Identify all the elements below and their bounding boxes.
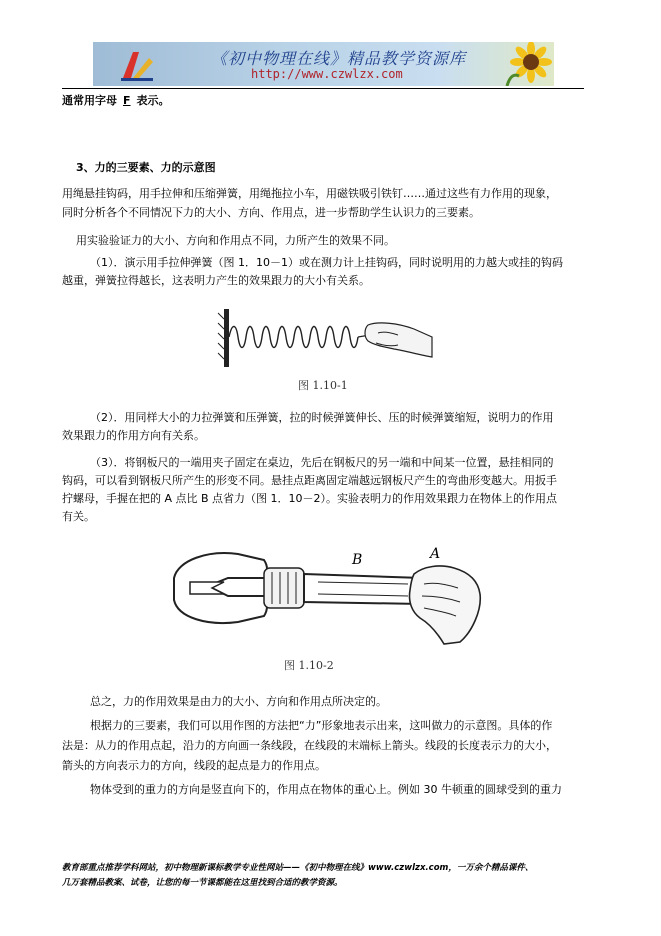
paragraph-4-line-2: 效果跟力的作用方向有关系。: [62, 429, 205, 442]
banner-title: 《初中物理在线》精品教学资源库: [211, 49, 467, 68]
footer-line-2: 几万套精品教案、试卷，让您的每一节课都能在这里找到合适的教学资源。: [62, 878, 343, 888]
paragraph-4-line-1: （2）．用同样大小的力拉弹簧和压弹簧，拉的时候弹簧伸长、压的时候弹簧缩短，说明力的作用: [90, 411, 554, 424]
paragraph-5-line-3: 拧螺母，手握在把的 A 点比 B 点省力（图 1．10－2）。实验表明力的作用效果跟力在物体上的作用点: [62, 492, 558, 505]
paragraph-3-line-1: （1）．演示用手拉伸弹簧（图 1．10－1）或在测力计上挂钩码，同时说明用的力越大或挂的钩码: [90, 256, 563, 269]
symbol-line: [62, 94, 170, 108]
symbol-line-suffix: 表示。: [136, 94, 170, 107]
paragraph-8: 物体受到的重力的方向是竖直向下的，作用点在物体的重心上。例如 30 牛顿重的圆球受到的重力: [90, 783, 562, 796]
paragraph-7-line-3: 箭头的方向表示力的方向，线段的起点是力的作用点。: [62, 759, 326, 772]
wrench-label-a: A: [430, 546, 441, 562]
wrench-figure: [168, 538, 490, 654]
section-heading: 3、力的三要素、力的示意图: [76, 161, 216, 174]
footer-line-1: 教育部重点推荐学科网站，初中物理新课标教学专业性网站——《初中物理在线》www.czwlzx.com，一万余个精品课件、: [62, 863, 534, 873]
site-logo-icon: [119, 48, 155, 82]
header-banner: [93, 42, 554, 86]
paragraph-6: 总之，力的作用效果是由力的大小、方向和作用点所决定的。: [90, 695, 387, 708]
spring-figure: [208, 303, 440, 383]
paragraph-5-line-1: （3）．将钢板尺的一端用夹子固定在桌边，先后在钢板尺的另一端和中间某一位置，悬挂相同的: [90, 456, 554, 469]
paragraph-1-line-2: 同时分析各个不同情况下力的大小、方向、作用点，进一步帮助学生认识力的三要素。: [62, 206, 480, 219]
paragraph-2: 用实验验证力的大小、方向和作用点不同，力所产生的效果不同。: [76, 234, 395, 247]
paragraph-3-line-2: 越重，弹簧拉得越长，这表明力产生的效果跟力的大小有关系。: [62, 274, 370, 287]
symbol-letter: F: [123, 94, 131, 107]
sunflower-icon: [501, 42, 554, 86]
banner-url[interactable]: http://www.czwlzx.com: [251, 67, 403, 81]
header-divider: [62, 88, 584, 89]
figure-2-caption: 图 1.10-2: [284, 659, 334, 672]
paragraph-7-line-1: 根据力的三要素，我们可以用作图的方法把“力”形象地表示出来，这叫做力的示意图。具体的作: [90, 719, 553, 732]
symbol-line-prefix: 通常用字母: [62, 94, 117, 107]
wrench-label-b: B: [352, 552, 363, 568]
paragraph-1-line-1: 用绳悬挂钩码，用手拉伸和压缩弹簧，用绳拖拉小车，用磁铁吸引铁钉……通过这些有力作用的现象，: [62, 187, 557, 200]
figure-1-caption: 图 1.10-1: [298, 379, 348, 392]
paragraph-7-line-2: 法是：从力的作用点起，沿力的方向画一条线段，在线段的末端标上箭头。线段的长度表示力的大小，: [62, 739, 557, 752]
paragraph-5-line-4: 有关。: [62, 510, 95, 523]
paragraph-5-line-2: 钩码，可以看到钢板尺所产生的形变不同。悬挂点距离固定端越远钢板尺产生的弯曲形变越大。用扳手: [62, 474, 557, 487]
